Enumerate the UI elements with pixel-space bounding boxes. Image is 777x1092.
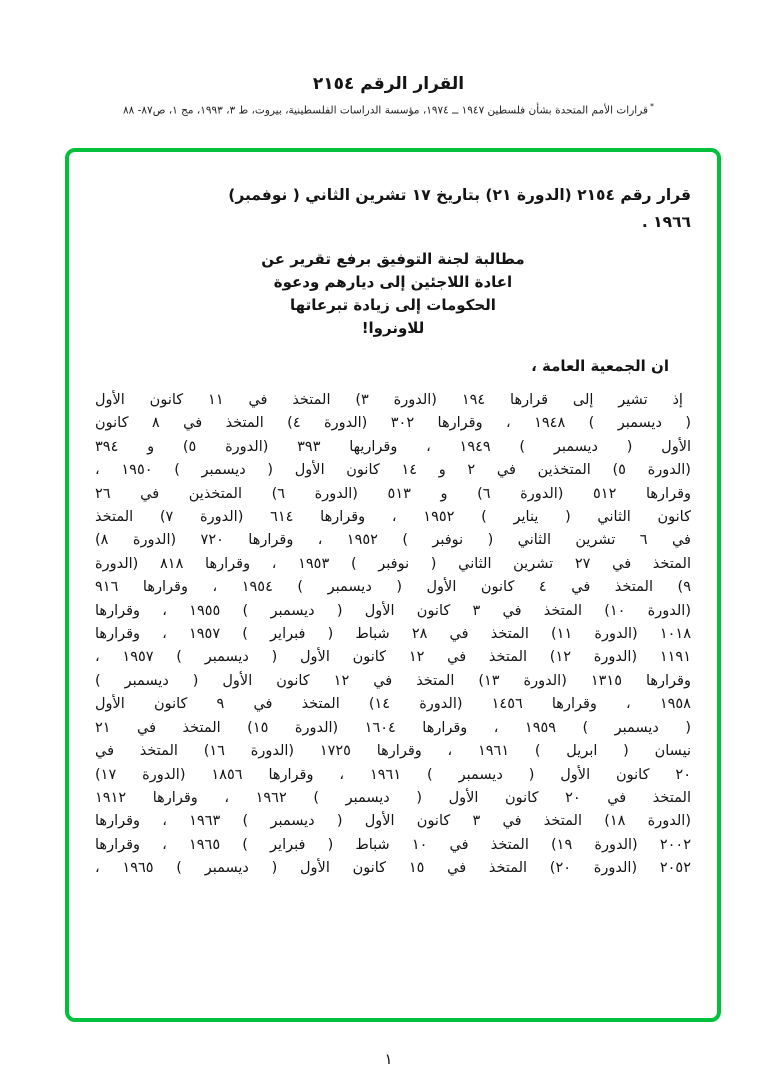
body-line: المتخذ في ٢٠ كانون الأول ( ديسمبر ) ١٩٦٢ ، وقرارها ١٩١٢ <box>95 789 691 806</box>
body-line: إذ تشير إلى قرارها ١٩٤ (الدورة ٣) المتخذ في ١١ كانون الأول <box>95 392 683 408</box>
body-line: (الدورة ١٠) المتخذ في ٣ كانون الأول ( ديسمبر ) ١٩٥٥ ، وقرارها <box>95 602 691 619</box>
body-line: ٢٠ كانون الأول ( ديسمبر ) ١٩٦١ ، وقرارها ١٨٥٦ (الدورة ١٧) <box>95 766 691 783</box>
body-line: المتخذ في ٢٧ تشرين الثاني ( نوفبر ) ١٩٥٣ ، وقرارها ٨١٨ (الدورة <box>95 555 691 572</box>
body-line: (الدورة ٥) المتخذين في ٢ و ١٤ كانون الأول ( ديسمبر ) ١٩٥٠ ، <box>95 462 691 479</box>
subject-line: الحكومات إلى زيادة تبرعاتها <box>290 296 496 314</box>
body-line: وقرارها ٥١٢ (الدورة ٦) و ٥١٣ (الدورة ٦) المتخذين في ٢٦ <box>95 485 691 502</box>
general-assembly-line: ان الجمعية العامة ، <box>531 357 669 375</box>
body-line: كانون الثاني ( يناير ) ١٩٥٢ ، وقرارها ٦١٤ (الدورة ٧) المتخذ <box>95 509 691 526</box>
body-line: ١١٩١ (الدورة ١٢) المتخذ في ١٢ كانون الأول ( ديسمبر ) ١٩٥٧ ، <box>95 649 691 666</box>
resolution-body <box>95 389 691 881</box>
resolution-heading-line: ١٩٦٦ . <box>641 213 691 231</box>
body-line: في ٦ تشرين الثاني ( نوفبر ) ١٩٥٢ ، وقرارها ٧٢٠ (الدورة ٨) <box>95 532 691 549</box>
resolution-heading <box>95 182 691 236</box>
subject-line: اعادة اللاجئين إلى ديارهم ودعوة <box>273 273 513 291</box>
body-line: ( ديسمبر ) ١٩٤٨ ، وقرارها ٣٠٢ (الدورة ٤) المتخذ في ٨ كانون <box>95 415 691 432</box>
document-header <box>0 74 777 117</box>
page-number: ١ <box>384 1050 393 1068</box>
body-line: ١٠١٨ (الدورة ١١) المتخذ في ٢٨ شباط ( فبراير ) ١٩٥٧ ، وقرارها <box>95 626 691 643</box>
subject-line: مطالبة لجنة التوفيق برفع تقرير عن <box>261 250 525 268</box>
resolution-subject <box>95 248 691 340</box>
body-line: ٢٠٠٢ (الدورة ١٩) المتخذ في ١٠ شباط ( فبراير ) ١٩٦٥ ، وقرارها <box>95 836 691 853</box>
footnote-marker: * <box>650 102 655 111</box>
footnote-text: قرارات الأمم المتحدة بشأن فلسطين ١٩٤٧ ــ ١٩٧٤، مؤسسة الدراسات الفلسطينية، بيروت، ط ٣، ١٩٩٣، مج ١، ص٨٧- ٨٨ <box>122 104 649 117</box>
highlight-box <box>65 148 721 1022</box>
source-footnote <box>0 102 777 117</box>
body-line: ( ديسمبر ) ١٩٥٩ ، وقرارها ١٦٠٤ (الدورة ١٥) المتخذ في ٢١ <box>95 719 691 736</box>
document-title: القرار الرقم ٢١٥٤ <box>312 74 465 94</box>
body-line: ١٩٥٨ ، وقرارها ١٤٥٦ (الدورة ١٤) المتخذ في ٩ كانون الأول <box>95 696 691 713</box>
body-line: ٩) المتخذ في ٤ كانون الأول ( ديسمبر ) ١٩٥٤ ، وقرارها ٩١٦ <box>95 579 691 596</box>
body-line: ٢٠٥٢ (الدورة ٢٠) المتخذ في ١٥ كانون الأول ( ديسمبر ) ١٩٦٥ ، <box>95 860 691 877</box>
body-line: نيسان ( ابريل ) ١٩٦١ ، وقرارها ١٧٢٥ (الدورة ١٦) المتخذ في <box>95 743 691 760</box>
subject-line: للاونروا! <box>361 319 425 337</box>
body-line: الأول ( ديسمبر ) ١٩٤٩ ، وقراريها ٣٩٣ (الدورة ٥) و ٣٩٤ <box>95 438 691 455</box>
body-line: (الدورة ١٨) المتخذ في ٣ كانون الأول ( ديسمبر ) ١٩٦٣ ، وقرارها <box>95 813 691 830</box>
resolution-heading-line: قرار رقم ٢١٥٤ (الدورة ٢١) بتاريخ ١٧ تشرين الثاني ( نوفمبر) <box>228 186 691 204</box>
body-line: وقرارها ١٣١٥ (الدورة ١٣) المتخذ في ١٢ كانون الأول ( ديسمبر ) <box>95 672 691 689</box>
